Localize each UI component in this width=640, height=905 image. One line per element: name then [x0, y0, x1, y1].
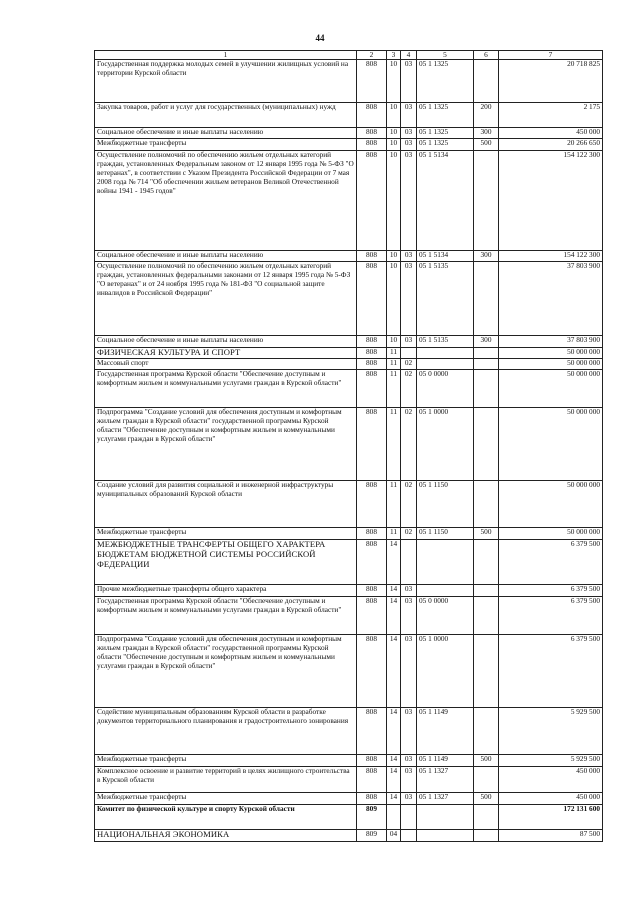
item-name: Социальное обеспечение и иные выплаты населению — [95, 336, 357, 348]
target-code — [417, 348, 474, 359]
target-code: 05 1 5134 — [417, 251, 474, 262]
amount: 6 379 500 — [499, 585, 603, 597]
item-name: Государственная программа Курской области "Обеспечение доступным и комфортным жильем и коммунальными услугами граждан в Курской области" — [95, 597, 357, 635]
target-code — [417, 540, 474, 585]
table-row — [95, 60, 603, 103]
expense-type: 500 — [474, 793, 499, 805]
section-code: 11 — [387, 370, 401, 408]
section-code: 14 — [387, 540, 401, 585]
target-code — [417, 585, 474, 597]
table-row — [95, 481, 603, 528]
target-code: 05 1 5134 — [417, 151, 474, 251]
amount: 37 803 900 — [499, 336, 603, 348]
section-code: 14 — [387, 585, 401, 597]
admin-code: 808 — [357, 370, 387, 408]
table-row — [95, 755, 603, 767]
header-cell: 5 — [417, 51, 474, 60]
expense-type: 200 — [474, 103, 499, 128]
admin-code: 808 — [357, 359, 387, 370]
expense-type — [474, 635, 499, 708]
subsection-code: 03 — [401, 708, 417, 755]
section-code: 10 — [387, 262, 401, 336]
page-number: 44 — [315, 33, 325, 43]
section-code — [387, 805, 401, 830]
expense-type — [474, 408, 499, 481]
amount: 6 379 500 — [499, 540, 603, 585]
header-cell: 2 — [357, 51, 387, 60]
amount: 87 500 — [499, 830, 603, 842]
item-name: Социальное обеспечение и иные выплаты населению — [95, 128, 357, 139]
section-code: 10 — [387, 336, 401, 348]
expense-type — [474, 151, 499, 251]
expense-type — [474, 585, 499, 597]
amount: 2 175 — [499, 103, 603, 128]
admin-code: 808 — [357, 708, 387, 755]
expense-type — [474, 597, 499, 635]
target-code: 05 1 5135 — [417, 262, 474, 336]
section-code: 14 — [387, 793, 401, 805]
amount: 20 718 825 — [499, 60, 603, 103]
item-name: НАЦИОНАЛЬНАЯ ЭКОНОМИКА — [95, 830, 357, 842]
amount: 450 000 — [499, 128, 603, 139]
admin-code: 809 — [357, 830, 387, 842]
target-code: 05 0 0000 — [417, 370, 474, 408]
target-code: 05 1 5135 — [417, 336, 474, 348]
item-name: Осуществление полномочий по обеспечению жильем отдельных категорий граждан, установленных Федеральным законом от 12 января 1995 года № 5-ФЗ "О ветеранах", в соответствии с Указом Президента Российской Федерации от 7 мая 2008 года № 714 "Об обеспечении жильем ветеранов Великой Отечественной войны 1941 - 1945 годов" — [95, 151, 357, 251]
section-code: 10 — [387, 139, 401, 151]
subsection-code: 03 — [401, 103, 417, 128]
section-code: 11 — [387, 408, 401, 481]
target-code: 05 1 0000 — [417, 408, 474, 481]
expense-type: 300 — [474, 336, 499, 348]
item-name: МЕЖБЮДЖЕТНЫЕ ТРАНСФЕРТЫ ОБЩЕГО ХАРАКТЕРА БЮДЖЕТАМ БЮДЖЕТНОЙ СИСТЕМЫ РОССИЙСКОЙ ФЕДЕРАЦИИ — [95, 540, 357, 585]
amount: 154 122 300 — [499, 251, 603, 262]
item-name: Создание условий для развития социальной и инженерной инфраструктуры муниципальных образований Курской области — [95, 481, 357, 528]
subsection-code: 03 — [401, 60, 417, 103]
header-cell: 7 — [499, 51, 603, 60]
target-code: 05 1 1150 — [417, 528, 474, 540]
item-name: Межбюджетные трансферты — [95, 793, 357, 805]
amount: 450 000 — [499, 767, 603, 793]
target-code — [417, 359, 474, 370]
item-name: Комитет по физической культуре и спорту Курской области — [95, 805, 357, 830]
header-cell: 4 — [401, 51, 417, 60]
expense-type — [474, 540, 499, 585]
target-code: 05 1 0000 — [417, 635, 474, 708]
table-row — [95, 336, 603, 348]
item-name: Закупка товаров, работ и услуг для государственных (муниципальных) нужд — [95, 103, 357, 128]
table-row — [95, 767, 603, 793]
amount: 50 000 000 — [499, 370, 603, 408]
item-name: Массовый спорт — [95, 359, 357, 370]
item-name: Государственная программа Курской области "Обеспечение доступным и комфортным жильем и коммунальными услугами граждан в Курской области" — [95, 370, 357, 408]
admin-code: 808 — [357, 597, 387, 635]
expense-type: 500 — [474, 139, 499, 151]
expense-type — [474, 348, 499, 359]
subsection-code — [401, 805, 417, 830]
amount: 50 000 000 — [499, 408, 603, 481]
admin-code: 808 — [357, 151, 387, 251]
target-code — [417, 805, 474, 830]
admin-code: 808 — [357, 103, 387, 128]
table-row — [95, 348, 603, 359]
item-name: Содействие муниципальным образованиям Курской области в разработке документов территориального планирования и градостроительного зонирования — [95, 708, 357, 755]
admin-code: 809 — [357, 805, 387, 830]
admin-code: 808 — [357, 60, 387, 103]
amount: 172 131 600 — [499, 805, 603, 830]
header-cell: 3 — [387, 51, 401, 60]
subsection-code — [401, 540, 417, 585]
target-code: 05 1 1327 — [417, 793, 474, 805]
subsection-code: 03 — [401, 755, 417, 767]
subsection-code — [401, 348, 417, 359]
amount: 450 000 — [499, 793, 603, 805]
admin-code: 808 — [357, 635, 387, 708]
table-row — [95, 151, 603, 251]
admin-code: 808 — [357, 262, 387, 336]
amount: 5 929 500 — [499, 708, 603, 755]
amount: 154 122 300 — [499, 151, 603, 251]
section-code: 10 — [387, 60, 401, 103]
target-code: 05 1 1149 — [417, 755, 474, 767]
expense-type: 300 — [474, 128, 499, 139]
subsection-code: 03 — [401, 262, 417, 336]
table-row — [95, 830, 603, 842]
amount: 50 000 000 — [499, 481, 603, 528]
table-row — [95, 359, 603, 370]
budget-table — [94, 50, 603, 842]
subsection-code: 03 — [401, 585, 417, 597]
table-row — [95, 585, 603, 597]
section-code: 11 — [387, 528, 401, 540]
amount: 50 000 000 — [499, 528, 603, 540]
subsection-code: 03 — [401, 336, 417, 348]
section-code: 10 — [387, 103, 401, 128]
table-row — [95, 251, 603, 262]
subsection-code: 03 — [401, 151, 417, 251]
item-name: Прочие межбюджетные трансферты общего характера — [95, 585, 357, 597]
subsection-code: 03 — [401, 635, 417, 708]
subsection-code: 03 — [401, 251, 417, 262]
admin-code: 808 — [357, 139, 387, 151]
subsection-code — [401, 830, 417, 842]
amount: 6 379 500 — [499, 597, 603, 635]
section-code: 14 — [387, 708, 401, 755]
admin-code: 808 — [357, 408, 387, 481]
amount: 50 000 000 — [499, 348, 603, 359]
admin-code: 808 — [357, 767, 387, 793]
section-code: 14 — [387, 767, 401, 793]
target-code — [417, 830, 474, 842]
amount: 5 929 500 — [499, 755, 603, 767]
subsection-code: 02 — [401, 481, 417, 528]
expense-type — [474, 830, 499, 842]
item-name: ФИЗИЧЕСКАЯ КУЛЬТУРА И СПОРТ — [95, 348, 357, 359]
expense-type — [474, 481, 499, 528]
target-code: 05 1 1325 — [417, 128, 474, 139]
target-code: 05 0 0000 — [417, 597, 474, 635]
subsection-code: 03 — [401, 597, 417, 635]
header-cell: 6 — [474, 51, 499, 60]
item-name: Межбюджетные трансферты — [95, 139, 357, 151]
admin-code: 808 — [357, 540, 387, 585]
admin-code: 808 — [357, 585, 387, 597]
subsection-code: 02 — [401, 370, 417, 408]
admin-code: 808 — [357, 528, 387, 540]
header-cell: 1 — [95, 51, 357, 60]
target-code: 05 1 1325 — [417, 103, 474, 128]
subsection-code: 03 — [401, 128, 417, 139]
table-row — [95, 408, 603, 481]
section-code: 10 — [387, 151, 401, 251]
item-name: Государственная поддержка молодых семей в улучшении жилищных условий на территории Курской области — [95, 60, 357, 103]
table-row — [95, 708, 603, 755]
target-code: 05 1 1150 — [417, 481, 474, 528]
expense-type: 500 — [474, 528, 499, 540]
item-name: Подпрограмма "Создание условий для обеспечения доступным и комфортным жильем граждан в Курской области" государственной программы Курской области "Обеспечение доступным и комфортным жильем и коммунальными услугами граждан в Курской области" — [95, 635, 357, 708]
table-row — [95, 597, 603, 635]
table-row — [95, 262, 603, 336]
target-code: 05 1 1325 — [417, 60, 474, 103]
expense-type — [474, 767, 499, 793]
item-name: Социальное обеспечение и иные выплаты населению — [95, 251, 357, 262]
expense-type: 500 — [474, 755, 499, 767]
target-code: 05 1 1149 — [417, 708, 474, 755]
table-row — [95, 805, 603, 830]
section-code: 14 — [387, 597, 401, 635]
item-name: Подпрограмма "Создание условий для обеспечения доступным и комфортным жильем граждан в Курской области" государственной программы Курской области "Обеспечение доступным и комфортным жильем и коммунальными услугами граждан в Курской области" — [95, 408, 357, 481]
section-code: 10 — [387, 128, 401, 139]
subsection-code: 02 — [401, 528, 417, 540]
table-row — [95, 128, 603, 139]
subsection-code: 03 — [401, 767, 417, 793]
section-code: 14 — [387, 635, 401, 708]
table-row — [95, 635, 603, 708]
item-name: Межбюджетные трансферты — [95, 528, 357, 540]
amount: 6 379 500 — [499, 635, 603, 708]
expense-type — [474, 805, 499, 830]
table-row — [95, 528, 603, 540]
section-code: 04 — [387, 830, 401, 842]
expense-type — [474, 370, 499, 408]
item-name: Межбюджетные трансферты — [95, 755, 357, 767]
table-row — [95, 103, 603, 128]
expense-type — [474, 359, 499, 370]
admin-code: 808 — [357, 481, 387, 528]
item-name: Комплексное освоение и развитие территорий в целях жилищного строительства в Курской области — [95, 767, 357, 793]
subsection-code: 03 — [401, 793, 417, 805]
table-row — [95, 793, 603, 805]
expense-type — [474, 60, 499, 103]
section-code: 10 — [387, 251, 401, 262]
admin-code: 808 — [357, 348, 387, 359]
section-code: 11 — [387, 481, 401, 528]
subsection-code: 03 — [401, 139, 417, 151]
amount: 50 000 000 — [499, 359, 603, 370]
admin-code: 808 — [357, 128, 387, 139]
expense-type — [474, 262, 499, 336]
admin-code: 808 — [357, 251, 387, 262]
expense-type: 300 — [474, 251, 499, 262]
target-code: 05 1 1325 — [417, 139, 474, 151]
section-code: 14 — [387, 755, 401, 767]
amount: 20 266 650 — [499, 139, 603, 151]
item-name: Осуществление полномочий по обеспечению жильем отдельных категорий граждан, установленных федеральными законами от 12 января 1995 года № 5-ФЗ "О ветеранах" и от 24 ноября 1995 года № 181-ФЗ "О социальной защите инвалидов в Российской Федерации" — [95, 262, 357, 336]
expense-type — [474, 708, 499, 755]
table-row — [95, 139, 603, 151]
subsection-code: 02 — [401, 359, 417, 370]
amount: 37 803 900 — [499, 262, 603, 336]
section-code: 11 — [387, 359, 401, 370]
section-code: 11 — [387, 348, 401, 359]
table-header-row — [95, 51, 603, 60]
target-code: 05 1 1327 — [417, 767, 474, 793]
subsection-code: 02 — [401, 408, 417, 481]
table-row — [95, 540, 603, 585]
admin-code: 808 — [357, 793, 387, 805]
table-row — [95, 370, 603, 408]
admin-code: 808 — [357, 336, 387, 348]
admin-code: 808 — [357, 755, 387, 767]
